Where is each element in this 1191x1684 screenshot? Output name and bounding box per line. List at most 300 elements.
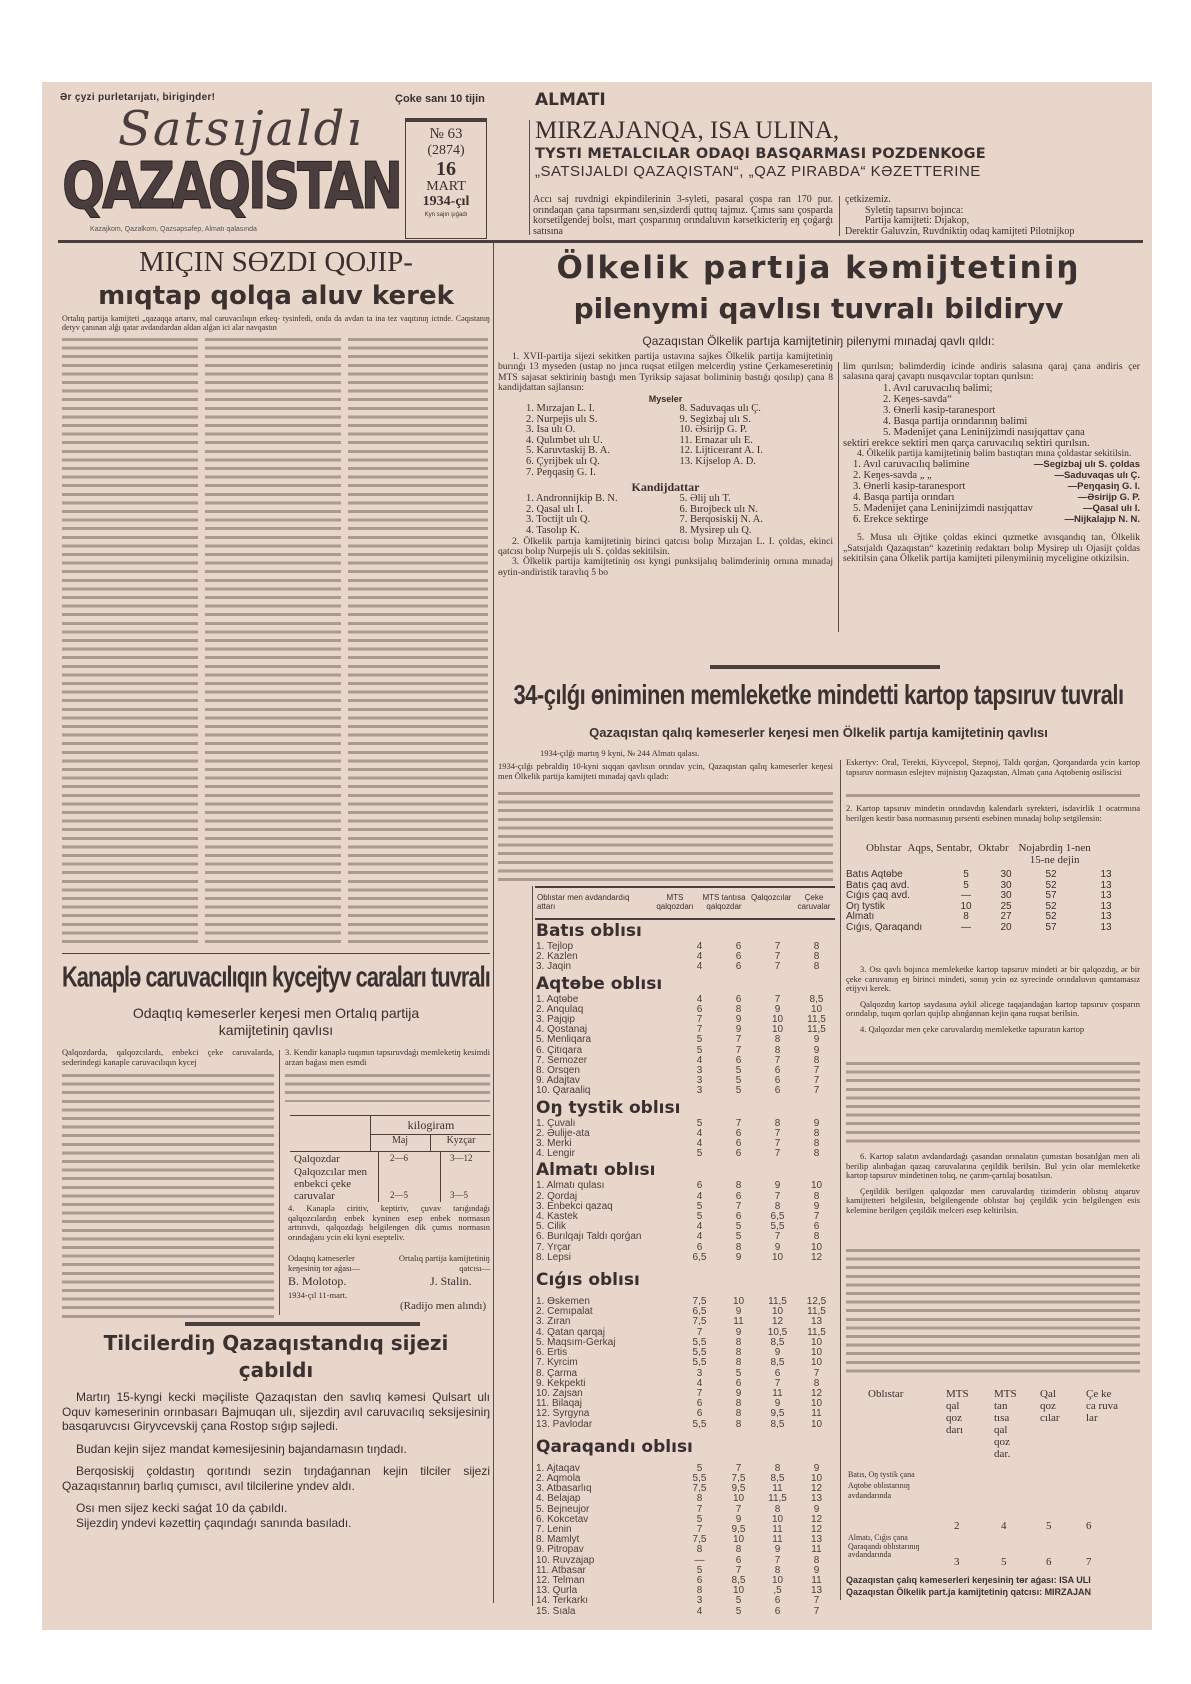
table-cell: 10 <box>732 1534 745 1546</box>
kartop-headline: 34-çılǵı ɵniminen memleketke mindetti kartop tapsıruv tuvralı <box>513 678 1124 710</box>
table-cell: 8 <box>774 1044 781 1056</box>
table-cell: 10 <box>810 1398 823 1410</box>
members-heading: Myseler <box>648 393 683 404</box>
table-cell: 7 <box>774 1148 781 1160</box>
table-cell: 8,5 <box>770 1336 785 1348</box>
district-name: 2. Kazlen <box>536 951 578 963</box>
table-cell: 12,5 <box>806 1296 827 1308</box>
table-cell: 8 <box>774 1117 781 1129</box>
table-cell: 6 <box>735 951 742 963</box>
table-cell: 8 <box>735 1180 742 1192</box>
notice-text-col2 <box>845 195 1145 237</box>
table-cell: 9 <box>813 1564 820 1576</box>
table-cell: 8 <box>813 1138 820 1150</box>
table-cell: 9,5 <box>731 1483 746 1495</box>
table-cell: 5 <box>696 1117 703 1129</box>
row-label: Batıs, Oŋ tystik çana Aqtөbe oblıstarınıŋ avdandarında <box>848 1470 915 1500</box>
table-row <box>536 1086 836 1096</box>
table-cell: 5 <box>735 1231 742 1243</box>
table-cell: 8 <box>735 1544 742 1556</box>
plenum-subtitle: Qazaqıstan Ölkelik partıja kamijtetiniŋ pilenymi mınadaj qavlı qıldı: <box>642 334 995 348</box>
district-name: 10. Ruvzajap <box>536 1554 595 1566</box>
table-cell: 6,5 <box>692 1306 707 1318</box>
head-name: —Peŋqasiŋ G. I. <box>1067 481 1140 493</box>
table-cell: 11 <box>772 1387 783 1399</box>
department-head-row <box>853 470 1140 481</box>
table-cell: 7 <box>813 1065 820 1077</box>
district-name: 10. Zajsan <box>536 1387 583 1399</box>
table-row <box>536 1202 836 1212</box>
district-name: 5. Maqsım-Gerkaj <box>536 1336 616 1348</box>
member-item: 9. Segizbaj ulı S. <box>679 413 751 425</box>
table-cell: 8 <box>813 1190 820 1202</box>
table-cell: 11 <box>811 1408 822 1420</box>
candidate-item: 2. Qasal ulı I. <box>526 503 583 515</box>
head-name: —Əsirijp G. P. <box>1077 492 1140 504</box>
department-head-row <box>853 492 1140 503</box>
kanaple-table <box>290 1115 490 1201</box>
table-cell: 12 <box>810 1251 823 1263</box>
table-cell: 9,5 <box>731 1523 746 1535</box>
table-cell: 8 <box>735 1003 742 1015</box>
table-cell: 3 <box>696 1065 703 1077</box>
table-cell: 5 <box>696 1513 703 1525</box>
table-cell: 9 <box>813 1462 820 1474</box>
district-name: 4. Qostanaj <box>536 1024 588 1036</box>
table-cell: 5 <box>735 1367 742 1379</box>
district-name: 4. Qatan qarqaj <box>536 1326 605 1338</box>
department-item: sektiri erekce sektiri men qarça caruvacılıq sektiri qurılsın. <box>843 437 1090 449</box>
district-name: 13. Pavlodar <box>536 1418 593 1430</box>
department-name: 2. Keŋes-savda „ „ <box>853 470 932 482</box>
table-cell: 3 <box>696 1075 703 1087</box>
table-cell: 13 <box>1100 911 1112 922</box>
table-cell: 7 <box>813 1595 820 1607</box>
table-cell: 10,5 <box>767 1326 788 1338</box>
oblys-name: Batıs çaq avd. <box>846 879 910 891</box>
cell: 3—5 <box>450 1190 468 1200</box>
district-name: 7. Lenin <box>536 1523 572 1535</box>
table-cell: 10 <box>771 1574 784 1586</box>
table-cell: 4 <box>696 1221 703 1233</box>
department-head-row <box>853 503 1140 514</box>
table-cell: 6 <box>696 1408 703 1420</box>
district-name: 1. Өskemen <box>536 1296 590 1308</box>
table-cell: 13 <box>810 1493 823 1505</box>
oblys-name: Batıs Aqtөbe <box>846 869 903 880</box>
issue-total: (2874) <box>427 143 465 158</box>
head-name: —Nijkalajıp N. N. <box>1064 514 1140 526</box>
table-cell: 3 <box>696 1085 703 1097</box>
paragraph: 5. Musa ulı Əjtike çoldas ekinci qızmetke avısqandıq tan, Ölkelik „Satsıjaldı Qazaqıstan“ kəzetiniŋ redaktarı bolıp Mysirep ulı Ojasijt çoldas sekitilsin çana Ölkelik partija kamijteti pilenymiiniŋ myceligine otkizilsin. <box>843 532 1140 565</box>
department-item: 4. Basqa partija orındarınıŋ bəlimi <box>883 415 1028 427</box>
table-cell: 6 <box>774 1085 781 1097</box>
oblys-heading: Oŋ tystik oblısı <box>536 1097 681 1118</box>
district-name: 4. Kastek <box>536 1211 578 1223</box>
candidate-item: 5. Əlij ulı T. <box>679 493 731 505</box>
district-name: 3. Zıran <box>536 1316 571 1328</box>
table-cell: 6 <box>774 1605 781 1617</box>
kanaple-subtitle <box>62 1005 490 1039</box>
tilciler-headline-2: çabıldı <box>238 1358 314 1382</box>
table-cell: 4 <box>696 993 703 1005</box>
department-name: 5. Mədenijet çana Leninijzimdi nasıjqattav <box>853 503 1033 515</box>
kartop-right-text <box>846 790 1140 800</box>
table-cell: 3 <box>696 1367 703 1379</box>
department-name: 6. Erekce sektirge <box>853 514 929 526</box>
member-item: 7. Peŋqasiŋ G. I. <box>526 466 596 478</box>
table-cell: 6 <box>735 1138 742 1150</box>
table-cell: 10 <box>810 1357 823 1369</box>
table-cell: 5,5 <box>692 1336 707 1348</box>
table-cell: 8 <box>813 1554 820 1566</box>
col-header: MTS tantısa qalqozdar <box>702 893 746 911</box>
members-list <box>498 404 833 478</box>
table-cell: 9 <box>813 1503 820 1515</box>
candidate-item: 7. Berqosiskij N. A. <box>679 514 763 526</box>
table-cell: 7,5 <box>731 1472 746 1484</box>
table-cell: 6 <box>735 961 742 973</box>
table-cell: 9 <box>813 1034 820 1046</box>
table-cell: 6 <box>774 1075 781 1087</box>
table-cell: 6 <box>774 1595 781 1607</box>
cell: 2—6 <box>390 1153 408 1163</box>
table-cell: 5 <box>735 1595 742 1607</box>
table-cell: 9 <box>735 1306 742 1318</box>
table-cell: 9 <box>813 1117 820 1129</box>
department-head-row <box>853 514 1140 525</box>
member-item: 6. Çyrijbek ulı Q. <box>526 456 600 467</box>
table-cell: 8 <box>774 1503 781 1515</box>
table-row <box>536 1358 836 1368</box>
table-cell: 6 <box>696 1003 703 1015</box>
table-cell: 10 <box>810 1472 823 1484</box>
table-cell: 27 <box>1000 911 1012 922</box>
district-name: 2. Cemıpalat <box>536 1306 593 1318</box>
table-cell: 4 <box>696 1605 703 1617</box>
table-cell: 8 <box>813 951 820 963</box>
column-divider <box>493 243 494 1603</box>
table-cell: 7 <box>774 961 781 973</box>
table-cell: 12 <box>810 1483 823 1495</box>
paragraph: Berqosiskij çoldastıŋ qorıtındı sezin tıŋdaǵannan kejin tilciler sijezi Qazaqıstannıŋ barlıq çumıscı, avıl tilcilerine yndev aldı. <box>62 1464 490 1493</box>
table-cell: 8 <box>813 1054 820 1066</box>
candidate-item: 4. Tasolıp K. <box>526 524 580 536</box>
col-header: Oblıstar men avdandardıq attarı <box>537 893 630 911</box>
table-cell: 12 <box>810 1387 823 1399</box>
row-label: Qalqozdar <box>294 1153 340 1165</box>
table-cell: 13 <box>1100 869 1112 880</box>
table-row <box>536 1494 836 1504</box>
signature-right-title: Ortalıq partija kamijtetiniŋ qatcısı— <box>398 1253 490 1273</box>
table-row <box>536 1420 836 1430</box>
table-cell: 7 <box>774 941 781 952</box>
table-cell: 4 <box>696 1127 703 1139</box>
district-name: 4. Lengir <box>536 1148 575 1160</box>
oblys-table <box>536 942 836 973</box>
table-cell: 6,5 <box>770 1211 785 1223</box>
table-row <box>536 1464 836 1474</box>
signature-left-title: Odaqtıq kəmeserler keŋesiniŋ tөr aǵası— <box>288 1253 361 1273</box>
department-name: 1. Avıl caruvacılıq bəlimine <box>853 459 970 471</box>
member-item: 3. Isa ulı O. <box>526 424 576 436</box>
oblys-heading: Batıs oblısı <box>536 921 642 941</box>
oblys-table <box>536 1297 836 1430</box>
district-name: 8. Çarma <box>536 1367 578 1379</box>
table-cell: 10 <box>771 1513 784 1525</box>
col-header: Qalqozcılar <box>751 893 792 902</box>
district-name: 2. Anqulaq <box>536 1003 584 1015</box>
departments-list <box>843 383 1140 449</box>
table-cell: 7 <box>813 1211 820 1223</box>
table-cell: 6 <box>774 1065 781 1077</box>
table-row <box>536 1253 836 1263</box>
district-name: 1. Ajtaqav <box>536 1462 580 1474</box>
table-cell: 52 <box>1045 911 1057 922</box>
table-cell: 8 <box>696 1493 703 1505</box>
table-cell: 11,5 <box>768 1296 787 1308</box>
table-cell: 7 <box>813 1605 820 1617</box>
member-item: 10. Əsirijp G. P. <box>679 424 748 436</box>
col-header: Qal qoz cılar <box>1040 1388 1060 1424</box>
table-cell: 8 <box>735 1336 742 1348</box>
table-cell: 6 <box>735 1127 742 1139</box>
table-cell: 7 <box>774 1138 781 1150</box>
district-name: 5. Cilik <box>536 1221 567 1233</box>
table-cell: 4 <box>696 941 703 952</box>
table-cell: 3 <box>696 1595 703 1607</box>
masthead-script-title: Satsıjaldı <box>118 101 364 157</box>
table-cell: 7 <box>774 1377 781 1389</box>
signature-date: 1934-çıl 11-mart. <box>288 1290 348 1300</box>
table-row <box>846 912 1140 923</box>
district-name: 1. Aqtөbe <box>536 993 579 1005</box>
notice-line1: MIRZAJANQA, ISA ULINA, <box>535 117 840 144</box>
table-cell: 4 <box>696 1231 703 1243</box>
table-cell: 7 <box>774 1231 781 1243</box>
table-cell: 10 <box>810 1347 823 1359</box>
kartop-table-header <box>535 886 835 920</box>
unit-header: kilogiram <box>370 1116 491 1135</box>
table-cell: — <box>694 1554 705 1566</box>
kanaple-subtitle-line: kamijtetiniŋ qavlısı <box>218 1022 334 1038</box>
table-cell: 11,5 <box>807 1326 826 1338</box>
kanaple-point4: 4. Kanaplə ciritiv, keptiriv, çuvav tarıǵındaǵı qalqozcılardıŋ enbek kyninen esep enbek normasın arttırıvdı, qalqozdaǵı belgilengen dik çumıs normasın orındaǵanı ycin eki kyni esepteliv. <box>288 1203 490 1242</box>
table-cell: 7 <box>735 1564 742 1576</box>
district-name: 4. Belajap <box>536 1493 581 1505</box>
table-cell: 7 <box>696 1523 703 1535</box>
kanaple-body-col1 <box>62 1070 274 1318</box>
issue-year: 1934-çıl <box>422 194 470 209</box>
table-cell: 57 <box>1045 921 1057 933</box>
table-cell: 5,5 <box>692 1472 707 1484</box>
district-name: 7. Semozer <box>536 1054 588 1066</box>
table-cell: 7 <box>774 993 781 1005</box>
table-cell: 8,5 <box>731 1574 746 1586</box>
table-cell: 8 <box>813 941 820 952</box>
table-cell: 9 <box>774 1544 781 1556</box>
paragraph: Osı men sijez kecki saǵat 10 da çabıldı. <box>76 1501 288 1515</box>
table-row <box>536 1243 836 1253</box>
table-cell: 7 <box>774 951 781 963</box>
table-cell: 8 <box>735 1408 742 1420</box>
table-row <box>536 1338 836 1348</box>
table-cell: 11 <box>811 1544 822 1556</box>
table-row <box>846 870 1140 881</box>
district-name: 9. Adajtav <box>536 1075 580 1087</box>
table-cell: 25 <box>1000 900 1012 912</box>
district-name: 7. Kyrcim <box>536 1357 578 1369</box>
candidate-item: 8. Mysirep ulı Q. <box>679 524 752 536</box>
table-row <box>536 1066 836 1076</box>
col-header: Aqps, Sentabr, <box>907 842 973 854</box>
cell: 2—5 <box>390 1190 408 1200</box>
district-name: 6. Kokcetav <box>536 1513 589 1525</box>
district-name: 5. Bejneujor <box>536 1503 590 1515</box>
table-cell: 5 <box>696 1564 703 1576</box>
table-cell: 11 <box>733 1316 744 1328</box>
candidate-item: 6. Bırojbeck ulı N. <box>679 503 758 515</box>
table-cell: 11 <box>811 1574 822 1586</box>
table-row <box>536 1576 836 1586</box>
row-label: Almatı, Cıǵıs çana Qaraqandı oblıstarınıŋ avdandarında <box>848 1533 920 1559</box>
oblys-name: Oŋ tystik <box>846 900 885 912</box>
table-cell: 11 <box>772 1523 783 1535</box>
oblys-table <box>536 995 836 1097</box>
masthead-slogan: Ər çyzi purletarıjatı, birigiŋder! <box>60 92 216 103</box>
section-rule <box>710 665 940 669</box>
table-cell: 7 <box>696 1326 703 1338</box>
table-cell: 5 <box>735 1085 742 1097</box>
table-cell: ,5 <box>773 1585 782 1597</box>
department-item: 2. Keŋes-savda“ <box>883 393 952 405</box>
col-header: Oktabr <box>978 842 1009 854</box>
table-cell: 8,5 <box>770 1418 785 1430</box>
kanaple-col2-lead: 3. Kendir kanaplə tuqımın tapsıruvdaǵı memleketiŋ kesimdi arzan baǵası men esmdi <box>285 1047 490 1067</box>
table-cell: 7 <box>813 1075 820 1087</box>
oblys-name: Almatı <box>846 911 875 922</box>
table-cell: 8,5 <box>770 1472 785 1484</box>
kartop-dateline: 1934-çılǵı martıŋ 9 kyni, № 244 Almatı qalası. <box>540 748 700 758</box>
table-cell: 4 <box>696 1054 703 1066</box>
table-cell: 5,5 <box>692 1357 707 1369</box>
table-cell: 30 <box>1000 879 1012 891</box>
table-row <box>536 952 836 962</box>
table-cell: 11,5 <box>807 1014 826 1026</box>
table-cell: 9 <box>735 1326 742 1338</box>
paragraph: 2. Ölkelik partıja kamijtetiniŋ birinci qatcısı bolıp Mırzajan L. I. çoldas, ekinci qatcısı bolıp Nurpejis ulı S. çoldas sekitilsin. <box>498 535 833 557</box>
table-cell: 10 <box>771 1251 784 1263</box>
member-item: 5. Karuvtaskij B. A. <box>526 445 610 457</box>
head-name: —Qasal ulı I. <box>1082 503 1140 515</box>
head-name: —Segizbaj ulı S. çoldas <box>1033 459 1140 471</box>
member-item: 11. Ernazar ulı E. <box>679 434 753 446</box>
oblys-table <box>536 1119 836 1160</box>
member-item: 8. Saduvaqas ulı Ç. <box>679 403 761 415</box>
candidates-list <box>498 494 833 536</box>
oblys-table <box>536 1181 836 1263</box>
col-header-kyzcar: Kyzçar <box>430 1135 491 1151</box>
district-name: 6. Ertis <box>536 1347 568 1359</box>
issue-month: MART <box>426 179 466 194</box>
district-name: 1. Almatı qulası <box>536 1180 605 1192</box>
cell: 6 <box>1046 1556 1052 1568</box>
table-cell: 7 <box>735 1200 742 1212</box>
member-item: 4. Qulımbet ulı U. <box>526 434 603 446</box>
col-header: Nojabrdiŋ 1-nen 15-ne dejin <box>1018 842 1091 866</box>
table-cell: 10 <box>810 1336 823 1348</box>
table-row <box>536 1232 836 1242</box>
kanaple-body-col2 <box>285 1070 490 1102</box>
table-cell: 7 <box>735 1462 742 1474</box>
table-cell: 10 <box>771 1014 784 1026</box>
candidate-item: 1. Andronnijkip B. N. <box>526 493 618 505</box>
table-cell: 7 <box>774 1127 781 1139</box>
district-name: 9. Pitropav <box>536 1544 584 1556</box>
table-cell: 5 <box>696 1034 703 1046</box>
table-cell: 10 <box>810 1180 823 1192</box>
district-name: 6. Çitıqara <box>536 1044 583 1056</box>
article-left-body-col2 <box>205 334 341 947</box>
district-name: 1. Tejlop <box>536 941 574 952</box>
paragraph: 4. Qalqozdar men çeke caruvalardıŋ memleketke tapsıratın kartop <box>860 1023 1085 1034</box>
table-cell: 5 <box>735 1075 742 1087</box>
table-cell: 11 <box>772 1483 783 1495</box>
table-cell: 10 <box>771 1306 784 1318</box>
table-cell: 13 <box>810 1585 823 1597</box>
paragraph: lim qurılsın; bəlimderdiŋ icinde əndiris salasına qaraj çana əndiris çer salasına qaraj çavaptı nusqavcılar toptarı qurılsın: <box>843 361 1140 383</box>
table-row <box>536 1307 836 1317</box>
notice-signatures: Derektir Galuvzin, Ruvdniktiŋ odaq kamijteti Pilotnijkop <box>845 225 1075 237</box>
table-cell: 6 <box>735 1148 742 1160</box>
schedule-table <box>846 842 1140 933</box>
table-cell: 5 <box>735 1221 742 1233</box>
table-cell: 6 <box>735 1554 742 1566</box>
col-header: Oblıstar <box>866 842 902 854</box>
table-cell: 7 <box>735 1117 742 1129</box>
table-cell: 8 <box>813 961 820 973</box>
table-cell: 7 <box>696 1014 703 1026</box>
department-item: 1. Avıl caruvacılıq bəlimi; <box>883 382 993 394</box>
table-cell: 5,5 <box>692 1347 707 1359</box>
signature-line: Qazaqıstan Ölkelik part.ja kamijtetiniŋ qatcısı: MIRZAJAN <box>846 1587 1092 1597</box>
district-name: 2. Əulije-ata <box>536 1127 590 1139</box>
col-header: Çe ke ca ruva lar <box>1086 1388 1119 1424</box>
table-cell: 5 <box>963 869 969 880</box>
table-cell: 5 <box>735 1065 742 1077</box>
table-cell: 8 <box>735 1347 742 1359</box>
district-name: 2. Aqmola <box>536 1472 581 1484</box>
table-cell: 6 <box>735 1211 742 1223</box>
plenum-headline-2: pilenymi qavlısı tuvralı bildiryv <box>573 292 1064 325</box>
table-cell: 6 <box>696 1180 703 1192</box>
table-cell: 9,5 <box>770 1408 785 1420</box>
table-cell: 4 <box>696 1190 703 1202</box>
district-name: 9. Kekpekti <box>536 1377 586 1389</box>
price: Çoke sanı 10 tijin <box>395 93 485 105</box>
col-header: MTS qal qoz darı <box>946 1388 969 1436</box>
table-cell: 6 <box>774 1367 781 1379</box>
notice-text: çetkizemiz. <box>845 194 891 205</box>
kanaple-headline: Kanaplə caruvacılıqın kycejtyv caraları tuvralı <box>62 961 490 994</box>
table-cell: 10 <box>732 1296 745 1308</box>
table-row <box>536 1484 836 1494</box>
notice-text: Syletiŋ tapsırıvı bojınca: <box>865 204 964 216</box>
table-cell: 5 <box>696 1044 703 1056</box>
article-left-headline-1: MIÇIN SӨZDI QOJIP- <box>139 246 413 278</box>
district-name: 3. Atbasarlıq <box>536 1483 592 1495</box>
table-cell: 8,5 <box>809 993 824 1005</box>
